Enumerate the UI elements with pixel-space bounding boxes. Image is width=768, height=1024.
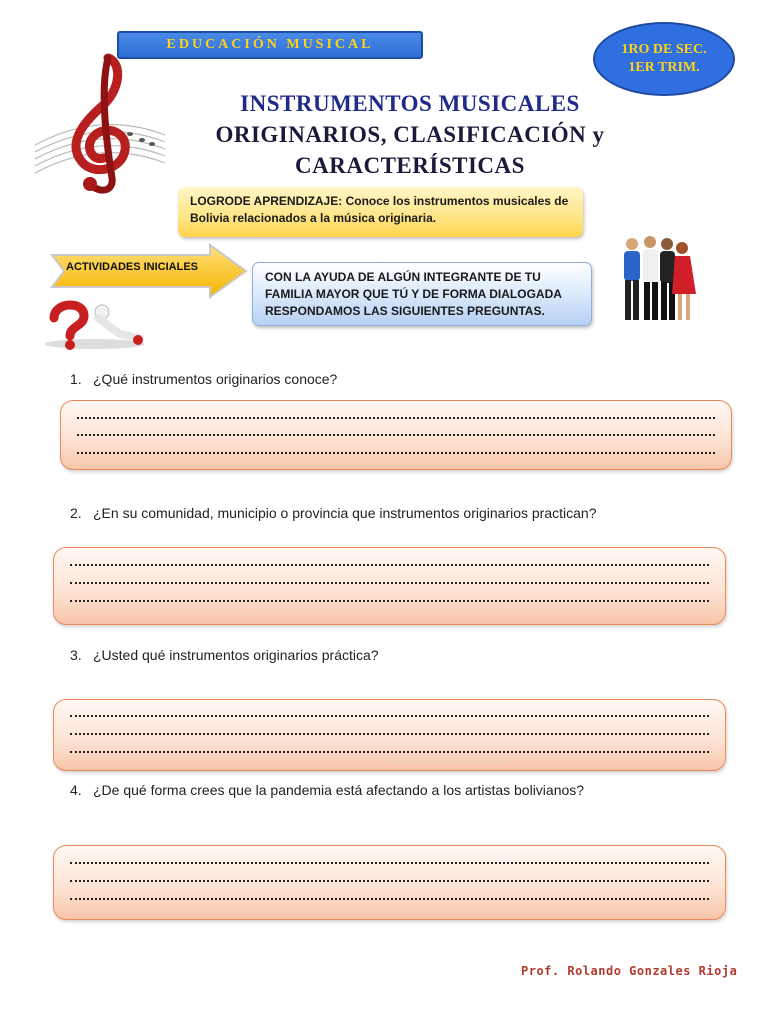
answer-line [77, 417, 715, 419]
answer-box-2[interactable] [53, 547, 726, 625]
grade-badge [593, 22, 735, 96]
treble-clef-icon [30, 50, 170, 195]
answer-line [70, 733, 709, 735]
title-line-2: ORIGINARIOS, CLASIFICACIÓN y [215, 122, 605, 147]
subject-banner: EDUCACIÓN MUSICAL [117, 31, 423, 59]
answer-box-3[interactable] [53, 699, 726, 771]
question-number: 3. [70, 647, 82, 663]
title-line-1: INSTRUMENTOS MUSICALES [240, 91, 580, 116]
answer-line [70, 751, 709, 753]
question-text: ¿Qué instrumentos originarios conoce? [93, 371, 338, 387]
question-mark-figure-icon [40, 298, 150, 350]
question-4 [70, 782, 584, 798]
question-1 [70, 371, 337, 387]
answer-box-4[interactable] [53, 845, 726, 920]
author-credit: Prof. Rolando Gonzales Rioja [521, 964, 738, 978]
grade-term: 1ER TRIM. [628, 60, 700, 75]
question-2 [70, 505, 596, 521]
answer-box-1[interactable] [60, 400, 732, 470]
question-text: ¿En su comunidad, municipio o provincia que instrumentos originarios practican? [93, 505, 597, 521]
answer-line [77, 452, 715, 454]
question-number: 2. [70, 505, 82, 521]
answer-line [70, 582, 709, 584]
answer-line [70, 862, 709, 864]
answer-line [70, 880, 709, 882]
grade-level: 1RO DE SEC. [621, 42, 707, 57]
learning-objective-box: LOGRODE APRENDIZAJE: Conoce los instrumentos musicales de Bolivia relacionados a la música originaria. [178, 187, 583, 237]
answer-line [70, 898, 709, 900]
family-group-icon [612, 234, 702, 329]
question-text: ¿De qué forma crees que la pandemia está afectando a los artistas bolivianos? [93, 782, 585, 798]
answer-line [70, 564, 709, 566]
question-text: ¿Usted qué instrumentos originarios práctica? [93, 647, 379, 663]
question-3 [70, 647, 379, 663]
answer-line [70, 715, 709, 717]
question-number: 4. [70, 782, 82, 798]
title-line-3: CARACTERÍSTICAS [295, 153, 525, 178]
page-title [170, 88, 650, 181]
family-instruction-box: CON LA AYUDA DE ALGÚN INTEGRANTE DE TU FAMILIA MAYOR QUE TÚ Y DE FORMA DIALOGADA RESPONDAMOS LAS SIGUIENTES PREGUNTAS. [252, 262, 592, 326]
answer-line [70, 600, 709, 602]
answer-line [77, 434, 715, 436]
activities-label: ACTIVIDADES INICIALES [66, 261, 199, 273]
question-number: 1. [70, 371, 82, 387]
